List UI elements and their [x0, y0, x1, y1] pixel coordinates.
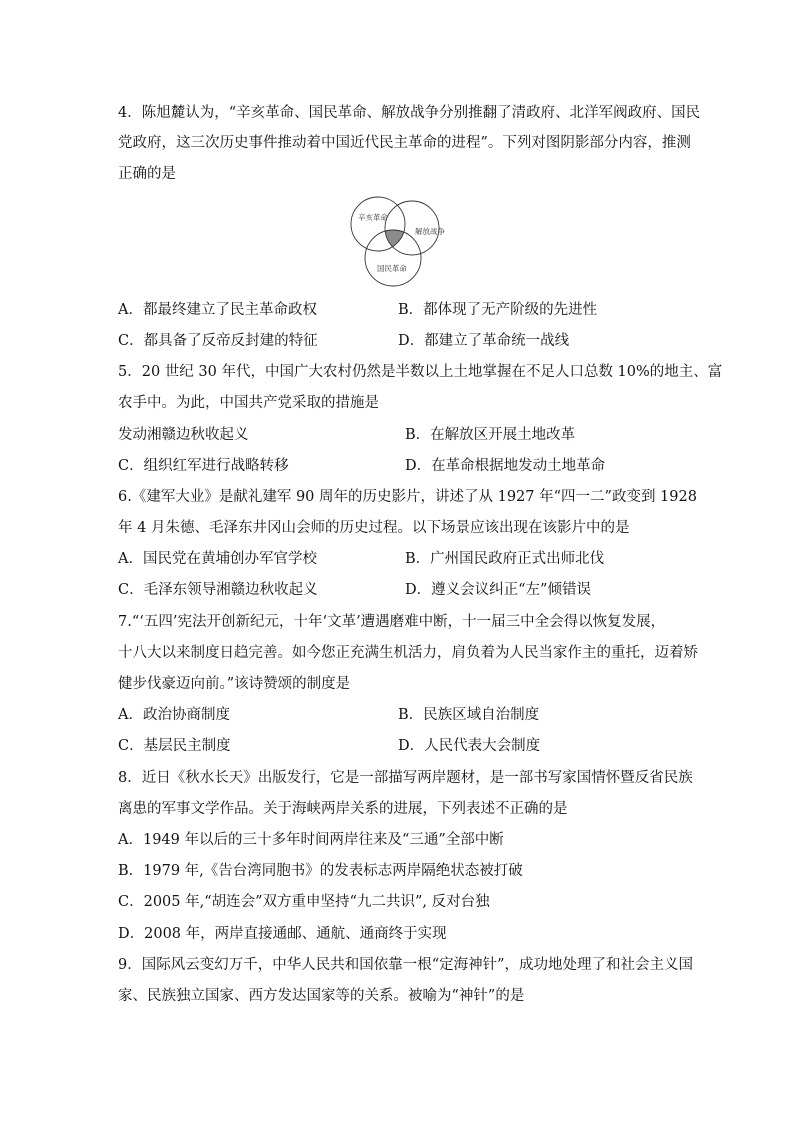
- q4-option-c: C．都具备了反帝反封建的特征: [118, 333, 318, 349]
- q6-option-b: B．广州国民政府正式出师北伐: [405, 551, 605, 567]
- q8-option-c: C．2005 年,“胡连会”双方重申坚持“九二共识”, 反对台独: [118, 894, 490, 910]
- q5-option-d: D．在革命根据地发动土地革命: [405, 458, 606, 474]
- q6-option-a: A．国民党在黄埔创办军官学校: [118, 551, 317, 567]
- q5-option-b: B．在解放区开展土地改革: [405, 427, 576, 443]
- q6-option-d: D．遵义会议纠正“左”倾错误: [405, 582, 591, 598]
- q5-line-2: 农手中。为此，中国共产党采取的措施是: [118, 395, 379, 411]
- q6-option-c: C．毛泽东领导湘赣边秋收起义: [118, 582, 318, 598]
- q9-line-1: 9．国际风云变幻万千，中华人民共和国依靠一根“定海神针”，成功地处理了和社会主义国: [118, 957, 694, 973]
- q8-option-b: B．1979 年,《告台湾同胞书》的发表标志两岸隔绝状态被打破: [118, 863, 523, 879]
- q7-line-3: 健步伐豪迈向前。”该诗赞颂的制度是: [118, 676, 351, 692]
- q7-line-1: 7.“‘五四’宪法开创新纪元，十年‘文革’遭遇磨难中断，十一届三中全会得以恢复发展，: [118, 614, 666, 630]
- q7-option-c: C．基层民主制度: [118, 738, 231, 754]
- q8-option-a: A．1949 年以后的三十多年时间两岸往来及“三通”全部中断: [118, 832, 504, 848]
- q4-line-2: 党政府，这三次历史事件推动着中国近代民主革命的进程”。下列对图阴影部分内容，推测: [118, 135, 691, 151]
- q7-line-2: 十八大以来制度日趋完善。如今您正充满生机活力，肩负着为人民当家作主的重托，迈着矫: [118, 645, 698, 661]
- q4-option-a: A．都最终建立了民主革命政权: [118, 302, 317, 318]
- q7-option-a: A．政治协商制度: [118, 707, 230, 723]
- q4-line-3: 正确的是: [118, 166, 176, 182]
- venn-label-a: 辛亥革命: [358, 213, 388, 222]
- q6-line-2: 年 4 月朱德、毛泽东井冈山会师的历史过程。以下场景应该出现在该影片中的是: [118, 520, 630, 536]
- q5-option-a: 发动湘赣边秋收起义: [118, 427, 249, 443]
- venn-label-b: 解放战争: [415, 227, 445, 236]
- venn-label-c: 国民革命: [377, 264, 407, 273]
- q7-option-b: B．民族区域自治制度: [398, 707, 540, 723]
- q7-option-d: D．人民代表大会制度: [398, 738, 541, 754]
- q4-option-b: B．都体现了无产阶级的先进性: [398, 302, 598, 318]
- q5-line-1: 5．20 世纪 30 年代，中国广大农村仍然是半数以上土地掌握在不足人口总数 10%的地主、富: [118, 364, 723, 380]
- q8-option-d: D．2008 年，两岸直接通邮、通航、通商终于实现: [118, 926, 447, 942]
- venn-diagram: [340, 196, 452, 290]
- q4-line-1: 4．陈旭麓认为，“辛亥革命、国民革命、解放战争分别推翻了清政府、北洋军阀政府、国民: [118, 105, 701, 121]
- q6-line-1: 6.《建军大业》是献礼建军 90 周年的历史影片，讲述了从 1927 年“四一二”政变到 1928: [118, 489, 697, 505]
- q4-option-d: D．都建立了革命统一战线: [398, 333, 570, 349]
- q8-line-2: 离患的军事文学作品。关于海峡两岸关系的进展，下列表述不正确的是: [118, 801, 568, 817]
- q9-line-2: 家、民族独立国家、西方发达国家等的关系。被喻为“神针”的是: [118, 988, 525, 1004]
- q5-option-c: C．组织红军进行战略转移: [118, 458, 289, 474]
- q8-line-1: 8．近日《秋水长天》出版发行，它是一部描写两岸题材，是一部书写家国情怀暨反省民族: [118, 770, 693, 786]
